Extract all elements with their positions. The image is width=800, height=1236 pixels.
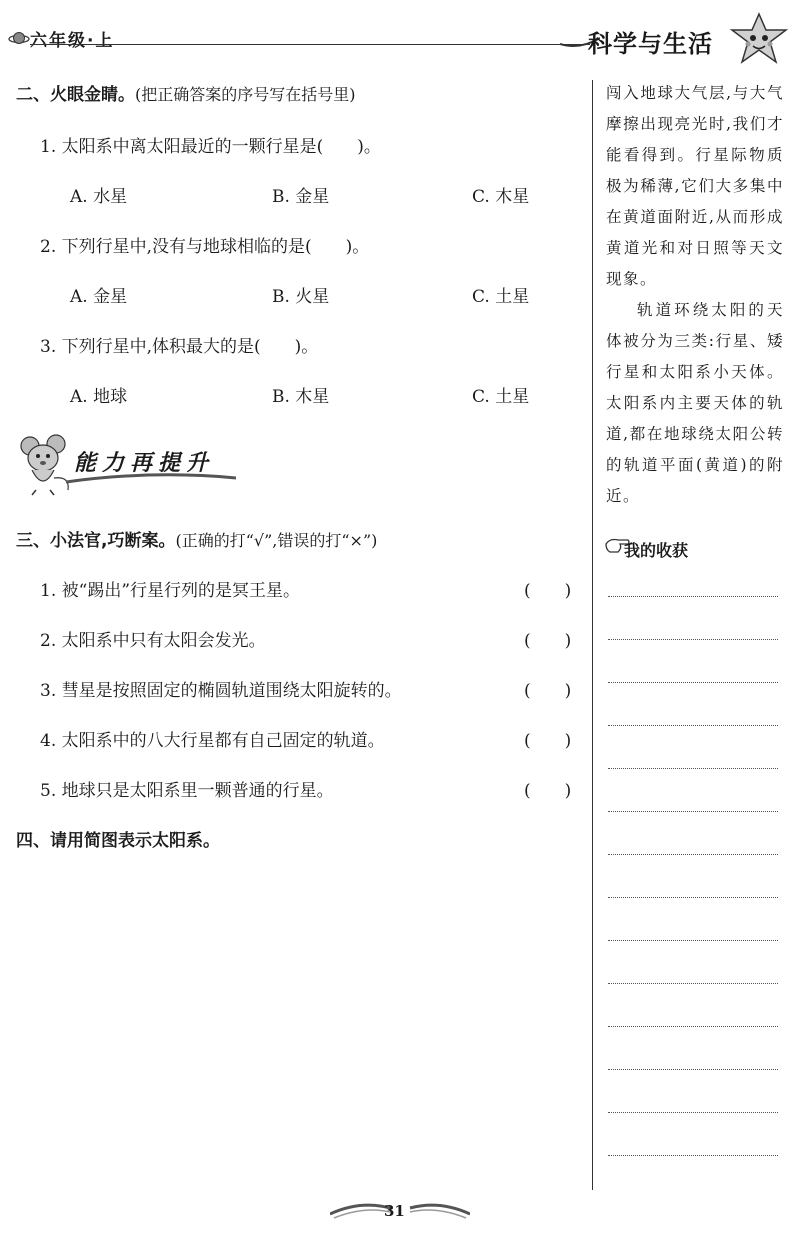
question-1-option-c: C. 木星 bbox=[472, 187, 530, 207]
section3-heading bbox=[16, 526, 377, 551]
question-2-option-a: A. 金星 bbox=[70, 287, 128, 307]
sidebar-paragraph-2: 轨道环绕太阳的天体被分为三类:行星、矮行星和太阳系小天体。太阳系内主要天体的轨道,都在地球绕太阳公转的轨道平面(黄道)的附近。 bbox=[606, 301, 784, 505]
section3-instruction: (正确的打“√”,错误的打“×”) bbox=[175, 531, 378, 550]
judge-item-1-answer: ( ) bbox=[524, 581, 572, 601]
judge-item-1: 1. 被“踢出”行星行列的是冥王星。 bbox=[40, 581, 301, 601]
section3-title: 三、小法官,巧断案。 bbox=[16, 531, 176, 551]
gain-title-text: 我的收获 bbox=[624, 541, 689, 560]
gain-title bbox=[624, 538, 688, 561]
note-line-10[interactable] bbox=[608, 983, 778, 984]
judge-item-4: 4. 太阳系中的八大行星都有自己固定的轨道。 bbox=[40, 731, 385, 751]
note-line-12[interactable] bbox=[608, 1069, 778, 1070]
question-3-option-c: C. 土星 bbox=[472, 387, 530, 407]
judge-item-2-answer: ( ) bbox=[524, 631, 572, 651]
judge-item-3: 3. 彗星是按照固定的椭圆轨道围绕太阳旋转的。 bbox=[40, 681, 402, 701]
section4-heading bbox=[16, 826, 220, 851]
question-3-option-b: B. 木星 bbox=[272, 387, 330, 407]
note-line-6[interactable] bbox=[608, 811, 778, 812]
sidebar-paragraph-1: 闯入地球大气层,与大气摩擦出现亮光时,我们才能看得到。行星际物质极为稀薄,它们大多集中在黄道面附近,从而形成黄道光和对日照等天文现象。 bbox=[606, 84, 784, 288]
grade-label: 六年级·上 bbox=[30, 31, 115, 51]
question-2-option-c: C. 土星 bbox=[472, 287, 530, 307]
question-2: 2. 下列行星中,没有与地球相临的是( )。 bbox=[40, 237, 370, 257]
question-3: 3. 下列行星中,体积最大的是( )。 bbox=[40, 337, 319, 357]
note-line-2[interactable] bbox=[608, 639, 778, 640]
section2-heading bbox=[16, 80, 356, 105]
note-line-5[interactable] bbox=[608, 768, 778, 769]
header-rule bbox=[30, 44, 590, 45]
section2-instruction: (把正确答案的序号写在括号里) bbox=[135, 85, 356, 104]
note-line-11[interactable] bbox=[608, 1026, 778, 1027]
judge-item-5: 5. 地球只是太阳系里一颗普通的行星。 bbox=[40, 781, 334, 801]
section4-title: 四、请用简图表示太阳系。 bbox=[16, 831, 220, 851]
page-header bbox=[0, 0, 800, 70]
series-title: 科学与生活 bbox=[588, 30, 713, 58]
question-3-option-a: A. 地球 bbox=[70, 387, 128, 407]
note-line-1[interactable] bbox=[608, 596, 778, 597]
mascot-star-icon bbox=[728, 12, 790, 68]
judge-item-3-answer: ( ) bbox=[524, 681, 572, 701]
note-line-14[interactable] bbox=[608, 1155, 778, 1156]
section2-title: 二、火眼金睛。 bbox=[16, 85, 135, 105]
note-line-7[interactable] bbox=[608, 854, 778, 855]
note-line-4[interactable] bbox=[608, 725, 778, 726]
page-number: 31 bbox=[384, 1202, 405, 1220]
sidebar-notes bbox=[606, 78, 784, 512]
skill-banner bbox=[10, 428, 240, 498]
judge-item-2: 2. 太阳系中只有太阳会发光。 bbox=[40, 631, 266, 651]
question-1-option-a: A. 水星 bbox=[70, 187, 128, 207]
judge-item-4-answer: ( ) bbox=[524, 731, 572, 751]
question-2-option-b: B. 火星 bbox=[272, 287, 330, 307]
header-planet-icon bbox=[8, 28, 30, 48]
drawing-area[interactable] bbox=[30, 860, 580, 1180]
column-divider bbox=[592, 80, 593, 1190]
question-1: 1. 太阳系中离太阳最近的一颗行星是( )。 bbox=[40, 137, 381, 157]
note-line-3[interactable] bbox=[608, 682, 778, 683]
judge-item-5-answer: ( ) bbox=[524, 781, 572, 801]
banner-text: 能力再提升 bbox=[74, 451, 215, 476]
note-line-13[interactable] bbox=[608, 1112, 778, 1113]
note-line-8[interactable] bbox=[608, 897, 778, 898]
question-1-option-b: B. 金星 bbox=[272, 187, 330, 207]
note-line-9[interactable] bbox=[608, 940, 778, 941]
